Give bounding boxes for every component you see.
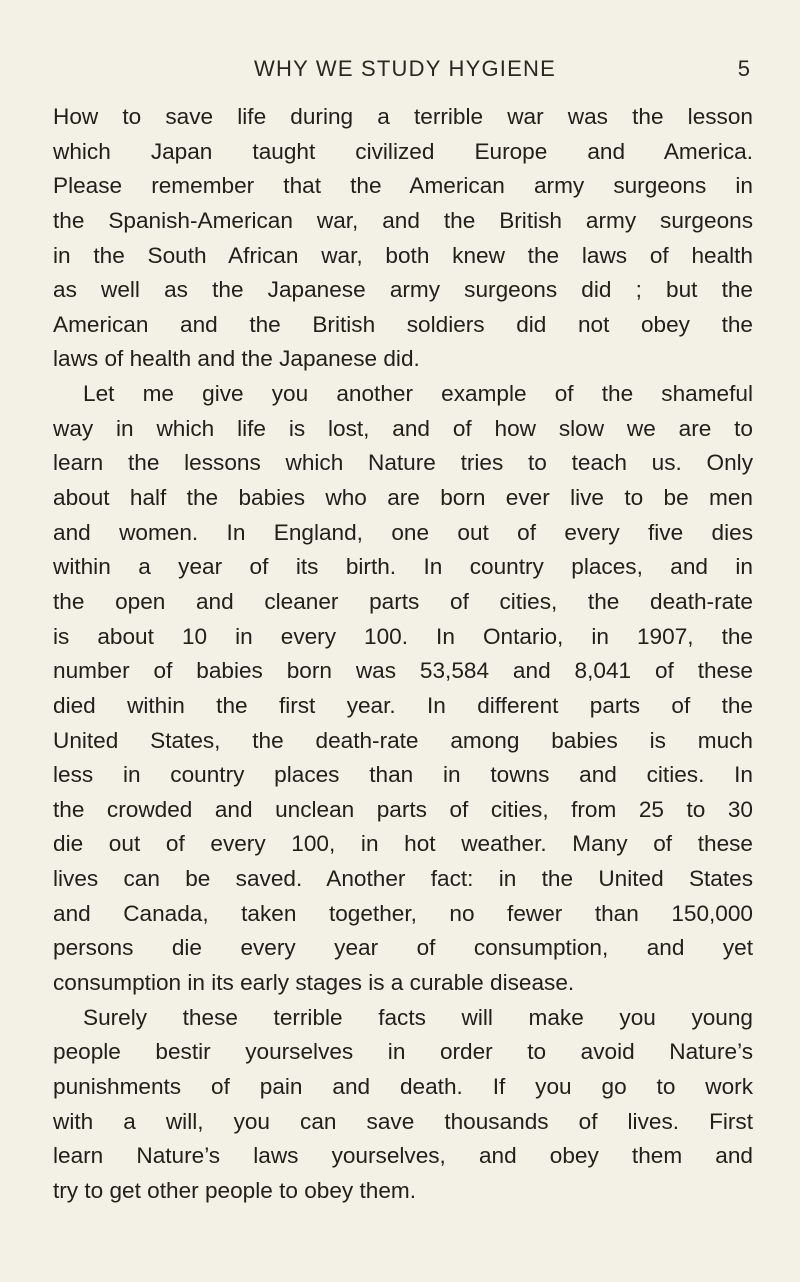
text-line: and Canada, taken together, no fewer than 150,000 [53, 900, 753, 926]
running-title: WHY WE STUDY HYGIENE [254, 56, 556, 81]
body-text [53, 100, 753, 1209]
text-line: Let me give you another example of the shameful [83, 381, 753, 407]
text-line: way in which life is lost, and of how slow we are to [53, 415, 753, 441]
text-line: punishments of pain and death. If you go to work [53, 1073, 753, 1099]
text-line: persons die every year of consumption, and yet [53, 935, 753, 961]
page-number: 5 [737, 56, 750, 81]
text-line: United States, the death-rate among babies is much [53, 727, 753, 753]
text-line: within a year of its birth. In country places, and in [53, 554, 753, 580]
text-line: consumption in its early stages is a curable disease. [53, 970, 575, 996]
text-line: laws of health and the Japanese did. [53, 346, 420, 372]
text-line: lives can be saved. Another fact: in the United States [53, 866, 753, 892]
paragraph-call-to-action [53, 1001, 753, 1209]
text-line: which Japan taught civilized Europe and America. [53, 138, 753, 164]
text-line: learn the lessons which Nature tries to teach us. Only [53, 450, 753, 476]
text-line: is about 10 in every 100. In Ontario, in 1907, the [53, 623, 753, 649]
text-line: the crowded and unclean parts of cities, from 25 to 30 [53, 796, 753, 822]
paragraph-japan-lesson [53, 100, 753, 377]
text-line: in the South African war, both knew the laws of health [53, 242, 753, 268]
text-line: learn Nature’s laws yourselves, and obey them and [53, 1143, 753, 1169]
text-line: died within the first year. In different parts of the [53, 692, 753, 718]
text-line: number of babies born was 53,584 and 8,041 of these [53, 658, 753, 684]
text-line: with a will, you can save thousands of lives. First [53, 1108, 753, 1134]
text-line: and women. In England, one out of every five dies [53, 519, 753, 545]
text-line: Surely these terrible facts will make you young [83, 1004, 753, 1030]
text-line: Please remember that the American army surgeons in [53, 173, 753, 199]
text-line: the Spanish-American war, and the British army surgeons [53, 207, 753, 233]
text-line: try to get other people to obey them. [53, 1177, 416, 1203]
text-line: How to save life during a terrible war was the lesson [53, 104, 753, 129]
text-line: less in country places than in towns and cities. In [53, 762, 753, 788]
text-line: American and the British soldiers did not obey the [53, 311, 753, 337]
text-line: die out of every 100, in hot weather. Many of these [53, 831, 753, 857]
text-line: people bestir yourselves in order to avoid Nature’s [53, 1039, 753, 1065]
running-head [60, 52, 750, 86]
text-line: about half the babies who are born ever live to be men [53, 485, 753, 511]
paragraph-shameful-example [53, 377, 753, 1001]
text-line: as well as the Japanese army surgeons did ; but the [53, 277, 753, 303]
text-line: the open and cleaner parts of cities, the death-rate [53, 588, 753, 614]
